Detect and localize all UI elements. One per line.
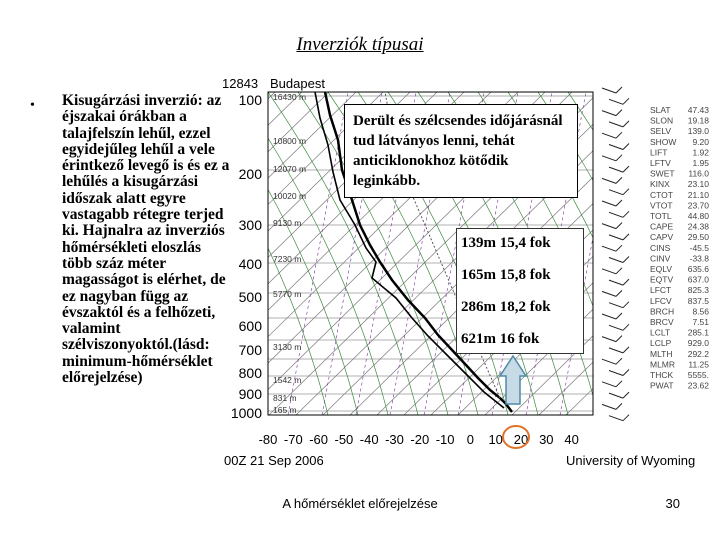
index-name: CAPV (650, 232, 674, 243)
pressure-label: 800 (238, 365, 262, 381)
temp-tick-label: -40 (359, 432, 379, 447)
isotherm-line (0, 92, 194, 415)
wind-barb (609, 145, 623, 150)
wind-barb (602, 88, 616, 93)
wind-barb (609, 122, 623, 127)
pressure-label: 300 (238, 217, 262, 233)
index-value: 635.6 (687, 264, 709, 274)
isotherm-line (26, 92, 356, 415)
mixing-ratio-line (594, 92, 654, 415)
pressure-label: 900 (238, 386, 262, 402)
index-value: -33.8 (689, 253, 709, 264)
source-label: University of Wyoming (566, 453, 696, 468)
height-label: 165 m (273, 405, 297, 415)
wind-barb (602, 178, 616, 183)
bullet-dot: • (30, 98, 35, 113)
wind-barb (609, 99, 623, 104)
time-label: 00Z 21 Sep 2006 (224, 453, 324, 468)
wind-barb-flag (616, 313, 622, 319)
index-value: 9.20 (692, 136, 709, 147)
index-value: -45.5 (689, 242, 709, 253)
wind-barb-flag (616, 403, 622, 409)
wind-barb (602, 111, 616, 116)
pressure-label: 100 (238, 92, 262, 108)
index-value: 637.0 (687, 274, 709, 285)
height-label: 9130 m (273, 218, 302, 228)
index-name: THCK (650, 370, 674, 380)
wind-barb (609, 280, 623, 285)
temp-tick-label: 0 (466, 432, 475, 447)
clear-calm-callout: Derült és szélcsendes időjárásnál tud látványos lenni, tehát anticiklonokhoz kötődik leginkább. (344, 104, 578, 198)
wind-barb (609, 416, 623, 421)
wind-barb (609, 348, 623, 353)
index-name: SELV (650, 126, 672, 137)
index-value: 1.95 (692, 158, 709, 168)
wind-barb-flag (616, 336, 622, 342)
height-label: 10020 m (273, 191, 307, 201)
wind-barb-flag (616, 177, 622, 183)
page-number: 30 (665, 496, 680, 511)
wind-barb (602, 201, 616, 206)
index-value: 23.62 (687, 380, 709, 391)
index-name: MLTH (650, 348, 673, 359)
temp-tick-label: -80 (258, 432, 278, 447)
index-name: SLON (650, 115, 674, 126)
index-name: LFCV (650, 295, 672, 306)
wind-barb-flag (623, 302, 629, 308)
inversion-line-1: 139m 15,4 fok (461, 235, 551, 251)
index-value: 292.2 (687, 348, 709, 359)
index-name: SLAT (650, 105, 671, 115)
stability-indices (650, 105, 709, 391)
pressure-label: 600 (238, 318, 262, 334)
index-name: LCLP (650, 338, 672, 349)
wind-barb (602, 359, 616, 364)
isotherm-line (0, 92, 140, 415)
index-value: 139.0 (687, 126, 709, 137)
temp-tick-label: 40 (564, 432, 579, 447)
index-value: 116.0 (688, 168, 709, 179)
wind-barb (609, 371, 623, 376)
temp-tick-label: 30 (539, 432, 554, 447)
wind-barb-flag (623, 189, 629, 195)
wind-barb (602, 224, 616, 229)
wind-barb-flag (616, 200, 622, 206)
isotherm-line (53, 92, 383, 415)
inversion-values-callout (456, 228, 584, 354)
wind-barb-flag (623, 257, 629, 263)
temp-tick-label: 20 (513, 432, 529, 447)
inversion-line-4: 621m 16 fok (461, 331, 540, 347)
pressure-label: 400 (238, 256, 262, 272)
temp-tick-label: -20 (410, 432, 430, 447)
pressure-label: 200 (238, 166, 262, 182)
index-name: TOTL (650, 211, 672, 221)
wind-barb (602, 382, 616, 387)
isotherm-line (0, 92, 167, 415)
height-label: 1542 m (273, 375, 302, 385)
index-name: MLMR (650, 359, 676, 370)
index-value: 7.51 (692, 317, 709, 327)
wind-barb (602, 269, 616, 274)
index-value: 47.43 (687, 105, 709, 115)
index-value: 23.10 (687, 179, 709, 190)
index-value: 44.80 (687, 211, 709, 221)
wind-barb-flag (616, 132, 622, 138)
temp-tick-label: -60 (309, 432, 328, 447)
pressure-label: 700 (238, 342, 262, 358)
wind-barb-flag (623, 347, 629, 353)
wind-barb-flag (616, 155, 622, 161)
temp-tick-label: -30 (385, 432, 404, 447)
index-value: 5555. (687, 370, 709, 380)
wind-barbs (602, 87, 629, 421)
pressure-label: 1000 (230, 405, 262, 421)
isotherm-line (0, 92, 32, 415)
wind-barb-flag (623, 279, 629, 285)
wind-barb (609, 235, 623, 240)
index-name: CTOT (650, 189, 673, 200)
wind-barb (602, 291, 616, 296)
wind-barb (609, 190, 623, 195)
wind-barb-flag (616, 268, 622, 274)
index-name: BRCH (650, 306, 675, 317)
index-value: 1.92 (692, 147, 709, 158)
wind-barb-flag (623, 211, 629, 217)
wind-barb (609, 393, 623, 398)
wind-barb-flag (623, 370, 629, 376)
index-value: 285.1 (687, 327, 709, 338)
isotherm-line (0, 92, 221, 415)
pressure-label: 500 (238, 289, 262, 305)
station-name: Budapest (270, 76, 325, 91)
wind-barb-flag (623, 98, 629, 104)
index-name: SHOW (650, 136, 677, 147)
temp-tick-label: -50 (334, 432, 354, 447)
temp-tick-label: -70 (283, 432, 303, 447)
index-name: CAPE (650, 221, 674, 232)
wind-barb (609, 258, 623, 263)
index-name: LFTV (650, 158, 671, 168)
index-value: 825.3 (687, 285, 709, 296)
index-value: 23.70 (687, 200, 709, 211)
wind-barb-flag (623, 166, 629, 172)
height-label: 12070 m (273, 164, 307, 174)
isotherm-line (0, 92, 113, 415)
wind-barb-flag (623, 415, 629, 421)
wind-barb (602, 404, 616, 409)
index-name: KINX (650, 179, 670, 190)
wind-barb-flag (616, 245, 622, 251)
slide-title: Inverziók típusai (296, 34, 424, 55)
index-name: CINV (650, 253, 671, 264)
wind-barb-flag (623, 121, 629, 127)
station-id: 12843 (222, 76, 259, 91)
isotherm-line (0, 92, 275, 415)
wind-barb-flag (616, 223, 622, 229)
inversion-line-3: 286m 18,2 fok (461, 299, 551, 315)
bullet-text: Kisugárzási inverzió: az éjszakai órákban a talajfelszín lehűl, ezzel egyidejűleg lehűl a vele érintkező levegő is és ez a lehűlés a kisugárzási időszak alatt egyre vastagabb rétegre terjed ki. Hajnalra az inverziós hőmérsékleti eloszlás több száz méter magasságot is elérhet, de ez nagyban függ az évszaktól és a felhőzeti, valamint szélviszonyoktól.(lásd: minimum-hőmérséklet előrejelzése) (62, 92, 230, 387)
index-value: 24.38 (687, 221, 709, 232)
isotherm-line (0, 92, 5, 415)
height-label: 3130 m (273, 342, 302, 352)
index-name: SWET (650, 168, 675, 179)
wind-barb-flag (616, 87, 622, 93)
index-name: LFCT (650, 285, 672, 296)
index-value: 11.25 (688, 359, 709, 370)
index-value: 837.5 (687, 295, 709, 306)
wind-barb-flag (616, 358, 622, 364)
wind-barb (602, 246, 616, 251)
wind-barb (609, 212, 623, 217)
wind-barb (609, 167, 623, 172)
wind-barb-flag (616, 290, 622, 296)
index-value: 929.0 (687, 338, 709, 349)
index-name: VTOT (650, 200, 673, 211)
footer-text: A hőmérséklet előrejelzése (282, 496, 438, 511)
wind-barb-flag (623, 392, 629, 398)
index-name: EQLV (650, 264, 673, 274)
isotherm-line (0, 92, 248, 415)
wind-barb-flag (616, 381, 622, 387)
height-label: 16430 m (273, 92, 307, 102)
height-label: 831 m (273, 393, 297, 403)
index-name: LCLT (650, 327, 671, 338)
isotherm-line (0, 92, 86, 415)
index-name: EQTV (650, 274, 674, 285)
height-label: 5770 m (273, 289, 302, 299)
wind-barb-flag (623, 234, 629, 240)
index-value: 19.18 (687, 115, 709, 126)
index-name: PWAT (650, 380, 674, 391)
wind-barb (602, 314, 616, 319)
wind-barb-flag (616, 110, 622, 116)
inversion-line-2: 165m 15,8 fok (461, 267, 551, 283)
wind-barb-flag (623, 324, 629, 330)
height-label: 7230 m (273, 254, 302, 264)
index-name: LIFT (650, 147, 668, 158)
isotherm-line (0, 92, 59, 415)
height-label: 10800 m (273, 136, 307, 146)
wind-barb (602, 337, 616, 342)
wind-barb (602, 156, 616, 161)
index-value: 29.50 (687, 232, 709, 243)
temp-tick-label: 10 (488, 432, 503, 447)
index-name: CINS (650, 242, 671, 253)
temp-tick-label: -10 (435, 432, 455, 447)
wind-barb-flag (623, 144, 629, 150)
wind-barb (609, 303, 623, 308)
wind-barb (609, 325, 623, 330)
index-name: BRCV (650, 317, 674, 327)
index-value: 21.10 (687, 189, 709, 200)
wind-barb (602, 133, 616, 138)
index-value: 8.56 (692, 306, 709, 317)
